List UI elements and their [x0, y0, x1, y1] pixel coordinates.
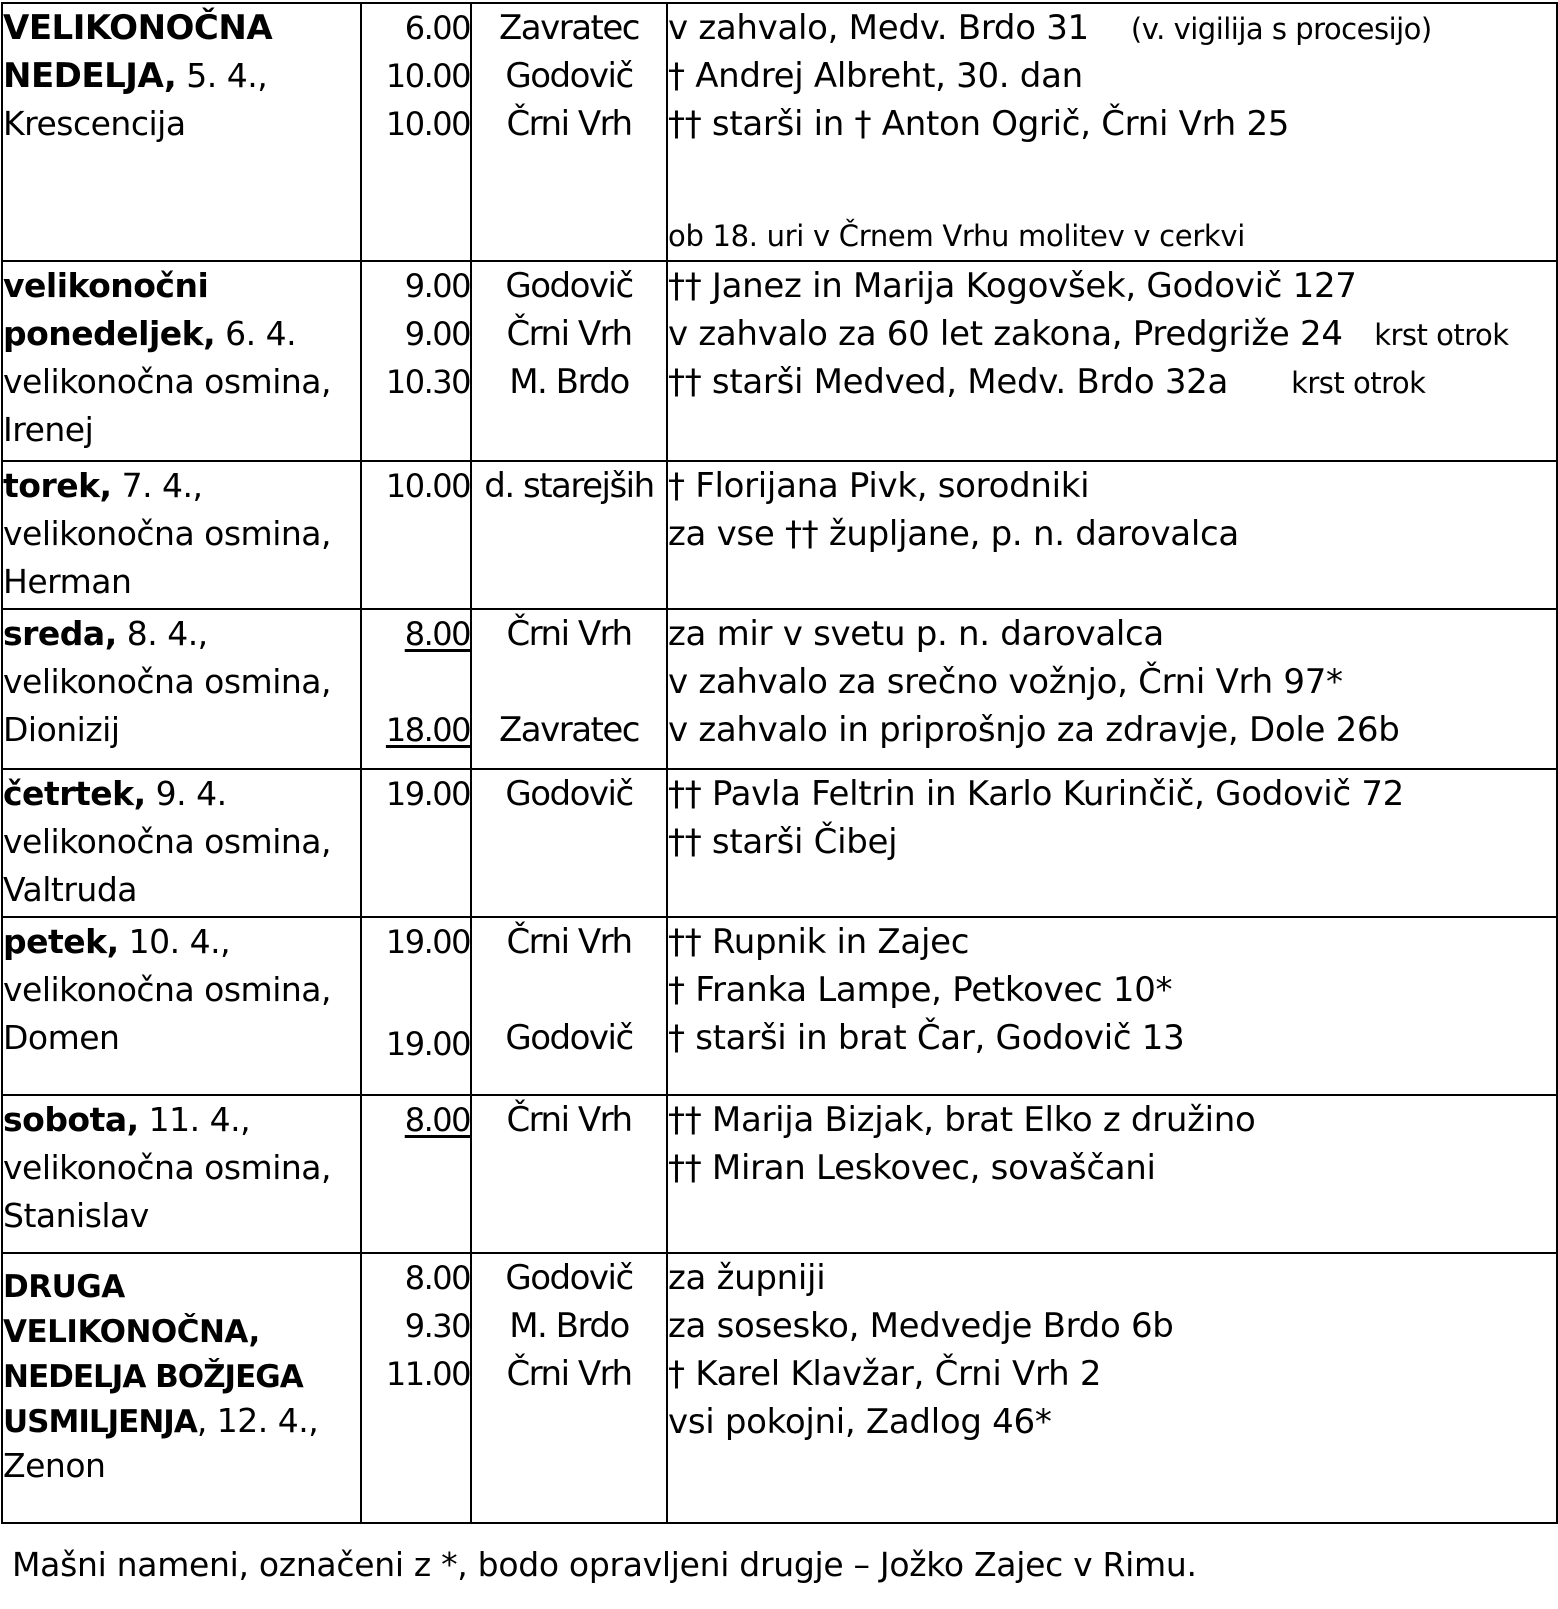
mass-schedule-table: [1, 2, 1558, 1524]
baptism-note: krst otrok: [1374, 318, 1509, 352]
mass-time: 9.30: [404, 1307, 470, 1345]
place-cell: [471, 461, 667, 609]
day-name: VELIKONOČNA: [3, 8, 273, 48]
intention-cell: [667, 1095, 1557, 1253]
mass-time: 8.00: [404, 1101, 470, 1139]
day-date: 9. 4.: [145, 774, 227, 813]
intention-text: †† starši Čibej: [668, 822, 898, 862]
intention-text: † Andrej Albreht, 30. dan: [668, 56, 1083, 96]
intention-cell: [667, 3, 1557, 261]
time-cell: [361, 261, 471, 461]
table-row: [2, 609, 1557, 769]
intention-text: vsi pokojni, Zadlog 46*: [668, 1402, 1052, 1442]
day-date: 6. 4.: [215, 314, 297, 353]
intention-text: za župniji: [668, 1258, 826, 1298]
intention-text: †† Miran Leskovec, sovaščani: [668, 1148, 1156, 1188]
table-row: [2, 1095, 1557, 1253]
mass-place: Zavratec: [498, 710, 639, 750]
intention-text: † Florijana Pivk, sorodniki: [668, 466, 1090, 506]
day-cell: [2, 1095, 361, 1253]
spacer: [362, 966, 470, 1014]
place-cell: [471, 917, 667, 1095]
intention-text: †† Pavla Feltrin in Karlo Kurinčič, Godovič 72: [668, 774, 1405, 814]
intention-cell: [667, 1253, 1557, 1523]
place-cell: [471, 1253, 667, 1523]
place-cell: [471, 609, 667, 769]
saint-name: Dionizij: [3, 710, 120, 749]
octave-label: velikonočna osmina,: [3, 662, 331, 701]
saint-name: Valtruda: [3, 870, 137, 909]
intention-text: za mir v svetu p. n. darovalca: [668, 614, 1164, 654]
saint-name: Herman: [3, 562, 132, 601]
day-cell: [2, 769, 361, 917]
mass-place: Godovič: [505, 1018, 633, 1058]
day-name: petek,: [3, 922, 119, 961]
intention-cell: [667, 917, 1557, 1095]
intention-text: † Franka Lampe, Petkovec 10*: [668, 970, 1173, 1010]
day-date: 7. 4.,: [111, 466, 203, 505]
table-row: [2, 1253, 1557, 1523]
intention-cell: [667, 769, 1557, 917]
mass-place: Črni Vrh: [506, 922, 632, 962]
day-name: USMILJENJA: [3, 1404, 197, 1440]
intention-cell: [667, 609, 1557, 769]
day-name: velikonočni: [3, 266, 209, 305]
mass-time: 6.00: [404, 9, 470, 47]
mass-time: 18.00: [385, 711, 470, 749]
time-cell: [361, 461, 471, 609]
place-cell: [471, 769, 667, 917]
intention-text: †† Marija Bizjak, brat Elko z družino: [668, 1100, 1256, 1140]
mass-place: M. Brdo: [509, 362, 629, 402]
mass-place: Zavratec: [498, 8, 639, 48]
intention-text: †† starši Medved, Medv. Brdo 32a: [668, 362, 1229, 402]
octave-label: velikonočna osmina,: [3, 514, 331, 553]
day-date: 10. 4.,: [118, 922, 231, 961]
intention-text: † starši in brat Čar, Godovič 13: [668, 1018, 1185, 1058]
mass-time: 10.30: [385, 363, 470, 401]
intention-text: za vse †† župljane, p. n. darovalca: [668, 514, 1239, 554]
day-date: 8. 4.,: [116, 614, 208, 653]
mass-place: Črni Vrh: [506, 1100, 632, 1140]
day-cell: [2, 461, 361, 609]
day-cell: [2, 3, 361, 261]
day-name: sobota,: [3, 1100, 139, 1139]
intention-text: v zahvalo, Medv. Brdo 31: [668, 8, 1089, 48]
mass-time: 10.00: [385, 467, 470, 505]
octave-label: velikonočna osmina,: [3, 822, 331, 861]
footnote: Mašni nameni, označeni z *, bodo opravljeni drugje – Jožko Zajec v Rimu.: [12, 1545, 1197, 1584]
time-cell: [361, 609, 471, 769]
day-cell: [2, 917, 361, 1095]
mass-place: d. starejših: [484, 466, 654, 506]
intention-line: [668, 310, 1556, 358]
octave-label: velikonočna osmina,: [3, 362, 331, 401]
octave-label: velikonočna osmina,: [3, 970, 331, 1009]
mass-time: 9.00: [404, 315, 470, 353]
day-name: četrtek,: [3, 774, 146, 813]
table-row: [2, 917, 1557, 1095]
baptism-note: krst otrok: [1291, 366, 1426, 400]
spacer: [472, 658, 666, 706]
spacer: [668, 148, 1556, 212]
day-date: , 12. 4.,: [196, 1401, 319, 1440]
day-name: VELIKONOČNA,: [3, 1314, 260, 1350]
day-date: 5. 4.,: [176, 56, 268, 95]
intention-text: †† Rupnik in Zajec: [668, 922, 970, 962]
day-name: NEDELJA,: [3, 56, 177, 96]
day-cell: [2, 609, 361, 769]
spacer: [362, 658, 470, 706]
day-name: NEDELJA BOŽJEGA: [3, 1359, 303, 1395]
place-cell: [471, 3, 667, 261]
mass-time: 8.00: [404, 1259, 470, 1297]
intention-text: v zahvalo za 60 let zakona, Predgriže 24: [668, 314, 1343, 354]
day-name: DRUGA: [3, 1269, 125, 1305]
spacer: [472, 966, 666, 1014]
day-name: torek,: [3, 466, 112, 505]
mass-time: 10.00: [385, 57, 470, 95]
mass-place: Črni Vrh: [506, 614, 632, 654]
saint-name: Domen: [3, 1018, 120, 1057]
mass-place: Godovič: [505, 1258, 633, 1298]
day-date: 11. 4.,: [138, 1100, 251, 1139]
mass-place: Godovič: [505, 266, 633, 306]
extra-note: ob 18. uri v Črnem Vrhu molitev v cerkvi: [668, 219, 1246, 253]
saint-name: Krescencija: [3, 104, 186, 143]
octave-label: velikonočna osmina,: [3, 1148, 331, 1187]
table-row: [2, 3, 1557, 261]
intention-text: v zahvalo za srečno vožnjo, Črni Vrh 97*: [668, 662, 1343, 702]
saint-name: Irenej: [3, 410, 94, 449]
intention-text: v zahvalo in priprošnjo za zdravje, Dole 26b: [668, 710, 1400, 750]
saint-name: Stanislav: [3, 1196, 149, 1235]
table-row: [2, 769, 1557, 917]
intention-line: [668, 4, 1556, 52]
time-cell: [361, 1095, 471, 1253]
mass-place: M. Brdo: [509, 1306, 629, 1346]
intention-text: †† starši in † Anton Ogrič, Črni Vrh 25: [668, 104, 1290, 144]
mass-time: 9.00: [404, 267, 470, 305]
mass-place: Godovič: [505, 56, 633, 96]
place-cell: [471, 261, 667, 461]
mass-time: 19.00: [385, 775, 470, 813]
mass-time: 19.00: [385, 1025, 470, 1063]
mass-time: 8.00: [404, 615, 470, 653]
day-cell: [2, 261, 361, 461]
mass-place: Godovič: [505, 774, 633, 814]
intention-text: † Karel Klavžar, Črni Vrh 2: [668, 1354, 1102, 1394]
intention-note: (v. vigilija s procesijo): [1130, 12, 1432, 46]
saint-name: Zenon: [3, 1446, 106, 1485]
time-cell: [361, 3, 471, 261]
mass-time: 19.00: [385, 923, 470, 961]
table-row: [2, 461, 1557, 609]
intention-cell: [667, 261, 1557, 461]
time-cell: [361, 769, 471, 917]
place-cell: [471, 1095, 667, 1253]
mass-place: Črni Vrh: [506, 104, 632, 144]
time-cell: [361, 917, 471, 1095]
mass-place: Črni Vrh: [506, 314, 632, 354]
day-cell: [2, 1253, 361, 1523]
intention-text: †† Janez in Marija Kogovšek, Godovič 127: [668, 266, 1357, 306]
intention-line: [668, 358, 1556, 406]
mass-place: Črni Vrh: [506, 1354, 632, 1394]
intention-text: za sosesko, Medvedje Brdo 6b: [668, 1306, 1174, 1346]
mass-time: 10.00: [385, 105, 470, 143]
mass-time: 11.00: [385, 1355, 470, 1393]
table-row: [2, 261, 1557, 461]
day-name: sreda,: [3, 614, 117, 653]
time-cell: [361, 1253, 471, 1523]
day-name: ponedeljek,: [3, 314, 216, 353]
intention-cell: [667, 461, 1557, 609]
